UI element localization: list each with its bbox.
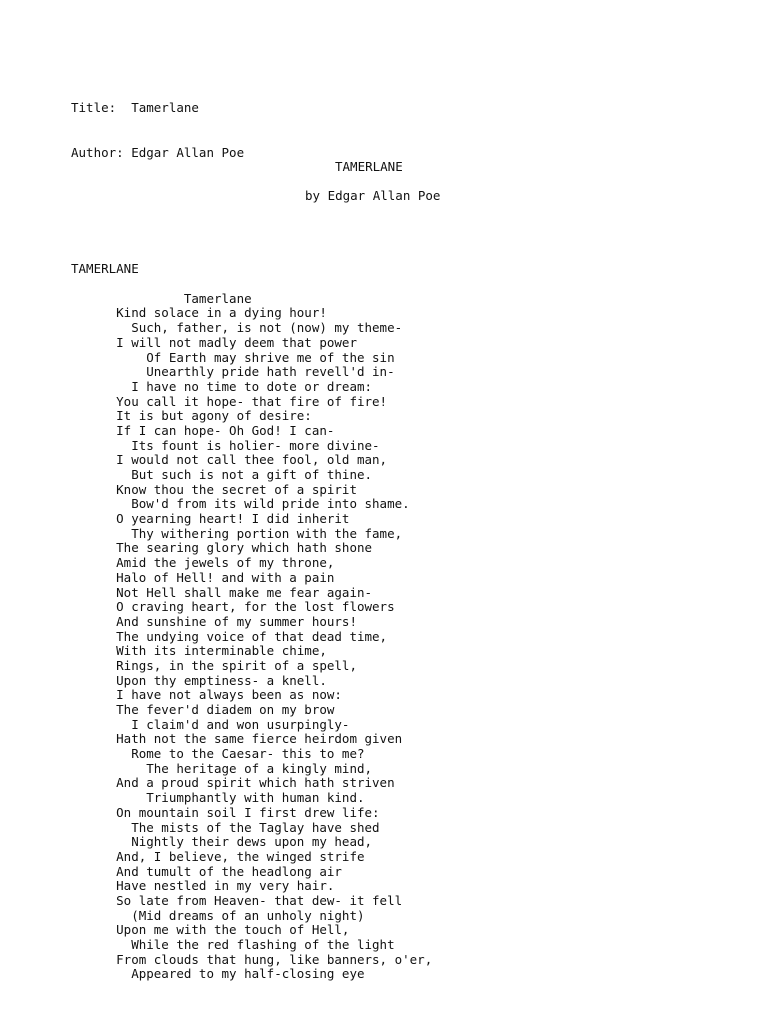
- poem-line: On mountain soil I first drew life:: [71, 804, 380, 820]
- poem-line: Not Hell shall make me fear again-: [71, 584, 373, 600]
- poem-line: I would not call thee fool, old man,: [71, 452, 388, 468]
- poem-line: (Mid dreams of an unholy night): [71, 907, 365, 923]
- poem-line: Thy withering portion with the fame,: [71, 525, 403, 541]
- document-header: [71, 72, 244, 175]
- poem-line: I have no time to dote or dream:: [71, 378, 373, 394]
- poem-line: You call it hope- that fire of fire!: [71, 393, 388, 409]
- byline: by Edgar Allan Poe: [305, 188, 441, 203]
- poem-line: I will not madly deem that power: [71, 334, 357, 350]
- poem-line: I claim'd and won usurpingly-: [71, 716, 350, 732]
- poem-line: And a proud spirit which hath striven: [71, 775, 395, 791]
- poem-line: The mists of the Taglay have shed: [71, 819, 380, 835]
- poem-line: O yearning heart! I did inherit: [71, 511, 350, 527]
- poem-line: Such, father, is not (now) my theme-: [71, 320, 403, 336]
- poem-line: I have not always been as now:: [71, 687, 342, 703]
- poem-line: Amid the jewels of my throne,: [71, 555, 335, 571]
- poem-line: While the red flashing of the light: [71, 937, 395, 953]
- poem-line: The fever'd diadem on my brow: [71, 702, 335, 718]
- poem-line: Have nestled in my very hair.: [71, 878, 335, 894]
- poem-line: If I can hope- Oh God! I can-: [71, 422, 335, 438]
- poem-line: Rome to the Caesar- this to me?: [71, 746, 365, 762]
- poem-line: Nightly their dews upon my head,: [71, 834, 373, 850]
- poem-line: Kind solace in a dying hour!: [71, 305, 327, 321]
- poem-line: Of Earth may shrive me of the sin: [71, 349, 395, 365]
- poem-line: And sunshine of my summer hours!: [71, 613, 357, 629]
- poem-body: [71, 233, 432, 982]
- page-title: TAMERLANE: [335, 159, 403, 174]
- poem-line: Know thou the secret of a spirit: [71, 481, 357, 497]
- poem-line: Tamerlane: [71, 290, 252, 306]
- poem-line: O craving heart, for the lost flowers: [71, 599, 395, 615]
- poem-line: Upon thy emptiness- a knell.: [71, 672, 327, 688]
- poem-line: Upon me with the touch of Hell,: [71, 922, 350, 938]
- poem-line: And, I believe, the winged strife: [71, 848, 365, 864]
- poem-line: It is but agony of desire:: [71, 408, 312, 424]
- poem-line: From clouds that hung, like banners, o'er,: [71, 951, 433, 967]
- title-line: Title: Tamerlane: [71, 100, 199, 116]
- poem-line: Bow'd from its wild pride into shame.: [71, 496, 410, 512]
- poem-line: With its interminable chime,: [71, 643, 327, 659]
- author-line: Author: Edgar Allan Poe: [71, 144, 245, 160]
- poem-line: The undying voice of that dead time,: [71, 628, 388, 644]
- poem-line: Hath not the same fierce heirdom given: [71, 731, 403, 747]
- poem-line: But such is not a gift of thine.: [71, 467, 373, 483]
- poem-line: And tumult of the headlong air: [71, 863, 342, 879]
- poem-line: Triumphantly with human kind.: [71, 790, 365, 806]
- poem-line: Appeared to my half-closing eye: [71, 966, 365, 982]
- poem-line: Its fount is holier- more divine-: [71, 437, 380, 453]
- poem-line: The heritage of a kingly mind,: [71, 760, 373, 776]
- poem-line: The searing glory which hath shone: [71, 540, 373, 556]
- poem-line: Halo of Hell! and with a pain: [71, 569, 335, 585]
- poem-line: Rings, in the spirit of a spell,: [71, 657, 357, 673]
- poem-line: So late from Heaven- that dew- it fell: [71, 892, 403, 908]
- poem-line: Unearthly pride hath revell'd in-: [71, 364, 395, 380]
- section-label: TAMERLANE: [71, 261, 139, 277]
